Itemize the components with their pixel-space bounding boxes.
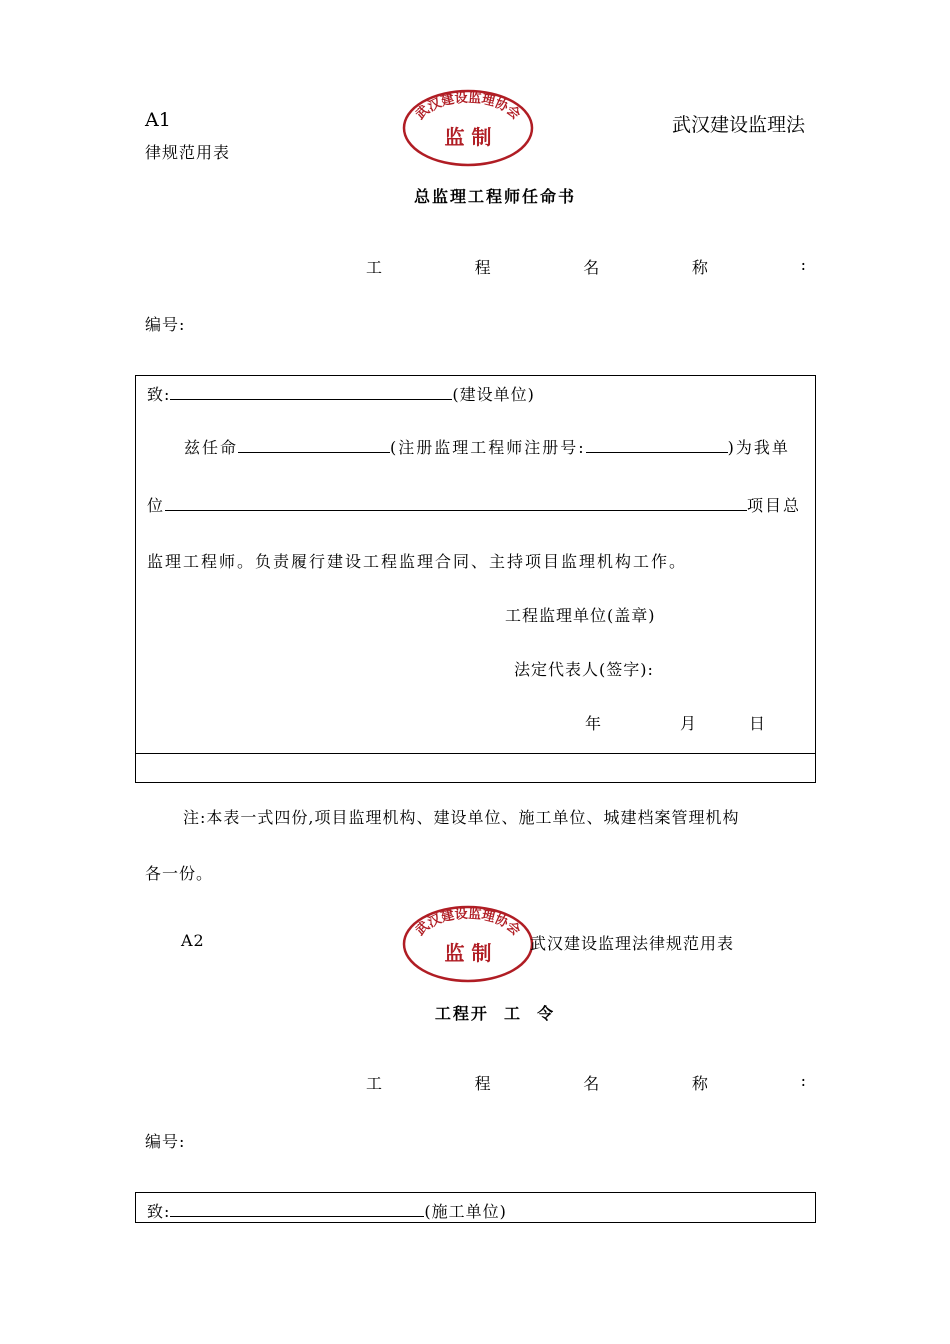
- header-text-wrap: 律规范用表: [145, 143, 231, 162]
- project-name-char: 称: [691, 258, 708, 277]
- seal-ring-text: 武汉建设监理协会: [413, 90, 523, 123]
- to-suffix: (建设单位): [452, 385, 535, 404]
- reg-number-label: (注册监理工程师注册号:: [390, 438, 586, 457]
- project-name-char: 称: [691, 1074, 708, 1093]
- date-month: 月: [680, 714, 698, 733]
- svg-text:武汉建设监理协会: [413, 906, 524, 939]
- project-name-label: [366, 255, 806, 278]
- svg-text:武汉建设监理协会: [413, 90, 524, 123]
- appoint-line-3: 监理工程师。负责履行建设工程监理合同、主持项目监理机构工作。: [147, 552, 688, 571]
- project-name-char: 工: [366, 1074, 383, 1093]
- project-name-char: :: [800, 255, 806, 274]
- unit-prefix: 位: [147, 496, 166, 515]
- project-name-char: 程: [474, 1074, 491, 1093]
- appoint-prefix: 兹任命: [184, 438, 239, 457]
- owner-unit-blank[interactable]: [170, 385, 452, 400]
- form-divider: [135, 753, 816, 754]
- to-line: [147, 382, 535, 405]
- date-day: 日: [749, 714, 767, 733]
- date-year: 年: [585, 714, 603, 733]
- project-name-label: [366, 1071, 806, 1094]
- to-suffix: (施工单位): [424, 1202, 507, 1221]
- appoint-suffix: )为我单: [727, 438, 790, 457]
- page-title-a2: 工程开 工 令: [434, 1004, 556, 1023]
- association-seal-icon: [401, 88, 535, 168]
- seal-ring-text: 武汉建设监理协会: [413, 906, 523, 939]
- header-right-text: 武汉建设监理法: [672, 114, 806, 136]
- serial-number-label: 编号:: [145, 315, 186, 334]
- form-code-a1: A1: [145, 109, 171, 131]
- project-name-char: 名: [583, 1074, 600, 1093]
- appoint-line-1: [184, 435, 790, 458]
- serial-number-label: 编号:: [145, 1132, 186, 1151]
- reg-number-blank[interactable]: [586, 438, 728, 453]
- contractor-unit-blank[interactable]: [170, 1202, 424, 1217]
- appoint-line-2: [147, 493, 801, 516]
- form-code-a2: A2: [181, 931, 205, 950]
- to-label: 致:: [147, 385, 171, 404]
- to-line-a2: [147, 1199, 507, 1222]
- project-name-char: 程: [474, 258, 491, 277]
- project-blank[interactable]: [165, 496, 747, 511]
- to-label: 致:: [147, 1202, 171, 1221]
- legal-rep-label: 法定代表人(签字):: [514, 660, 654, 679]
- association-seal-icon: [401, 904, 535, 984]
- header-right-text-a2: 武汉建设监理法律规范用表: [530, 934, 735, 953]
- seal-center-text: 监 制: [444, 125, 492, 149]
- note-line-2: 各一份。: [145, 864, 214, 883]
- seal-center-text: 监 制: [444, 941, 492, 965]
- note-line-1: 注:本表一式四份,项目监理机构、建设单位、施工单位、城建档案管理机构: [183, 808, 740, 827]
- unit-seal-label: 工程监理单位(盖章): [505, 606, 656, 625]
- engineer-name-blank[interactable]: [238, 438, 390, 453]
- project-suffix: 项目总: [747, 496, 802, 515]
- project-name-char: 工: [366, 258, 383, 277]
- project-name-char: :: [800, 1071, 806, 1090]
- project-name-char: 名: [583, 258, 600, 277]
- page-title: 总监理工程师任命书: [413, 187, 576, 206]
